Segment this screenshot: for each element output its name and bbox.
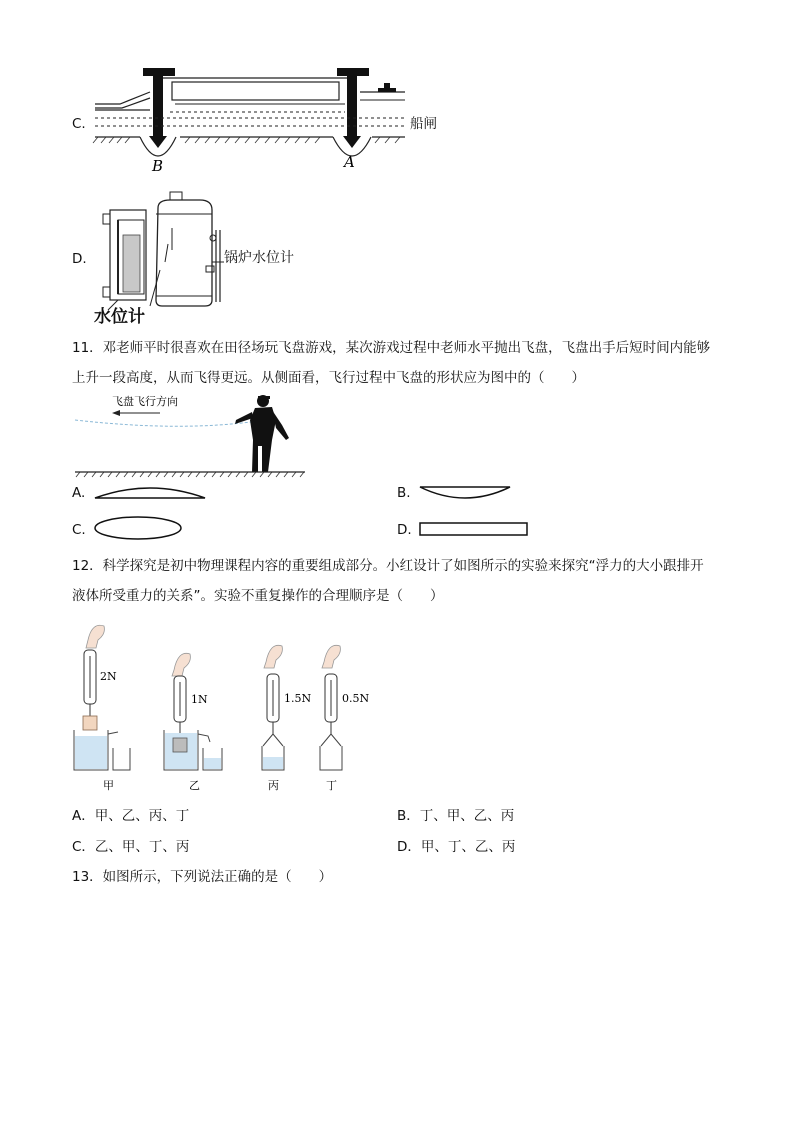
q11-option-a[interactable]: A. — [72, 485, 86, 501]
q12-stem-line1: 12．科学探究是初中物理课程内容的重要组成部分。小红设计了如图所示的实验来探究“浮力的大小跟排开 — [72, 558, 704, 574]
point-a-label: A — [344, 153, 355, 171]
reading-bing: 1.5N — [284, 692, 312, 705]
setup-bing — [262, 645, 284, 770]
q13-stem: 13．如图所示，下列说法正确的是（ ） — [72, 869, 333, 885]
setup-ding — [320, 645, 342, 770]
ship-lock-caption: 船闸 — [410, 116, 437, 132]
water-gauge-caption: 水位计 — [94, 307, 145, 327]
name-ding: 丁 — [326, 779, 337, 792]
q12-option-c[interactable]: C．乙、甲、丁、丙 — [72, 839, 190, 855]
q12-option-a[interactable]: A．甲、乙、丙、丁 — [72, 808, 190, 824]
point-b-label: B — [152, 157, 164, 175]
setup-jia — [74, 625, 130, 770]
boiler-gauge-caption: 锅炉水位计 — [224, 250, 294, 266]
q11-stem-line2: 上升一段高度，从而飞得更远。从侧面看，飞行过程中飞盘的形状应为图中的（ ） — [72, 370, 585, 386]
reading-ding: 0.5N — [342, 692, 370, 705]
reading-yi: 1N — [191, 693, 208, 706]
q12-stem-line2: 液体所受重力的关系”。实验不重复操作的合理顺序是（ ） — [72, 588, 444, 604]
setup-yi — [164, 653, 222, 770]
q11-option-b[interactable]: B. — [397, 485, 411, 501]
name-jia: 甲 — [103, 779, 114, 792]
q10-option-d-label: D. — [72, 251, 87, 267]
q12-option-b[interactable]: B．丁、甲、乙、丙 — [397, 808, 515, 824]
flight-direction-label: 飞盘飞行方向 — [112, 395, 178, 408]
q10-option-c-label: C. — [72, 116, 86, 132]
q12-option-d[interactable]: D．甲、丁、乙、丙 — [397, 839, 516, 855]
name-yi: 乙 — [189, 779, 200, 792]
name-bing: 丙 — [268, 779, 279, 792]
q11-option-c[interactable]: C. — [72, 522, 86, 538]
q11-stem-line1: 11．邓老师平时很喜欢在田径场玩飞盘游戏，某次游戏过程中老师水平抛出飞盘，飞盘出手后短时间内能够 — [72, 340, 711, 356]
q11-option-d[interactable]: D. — [397, 522, 412, 538]
reading-jia: 2N — [100, 670, 117, 683]
